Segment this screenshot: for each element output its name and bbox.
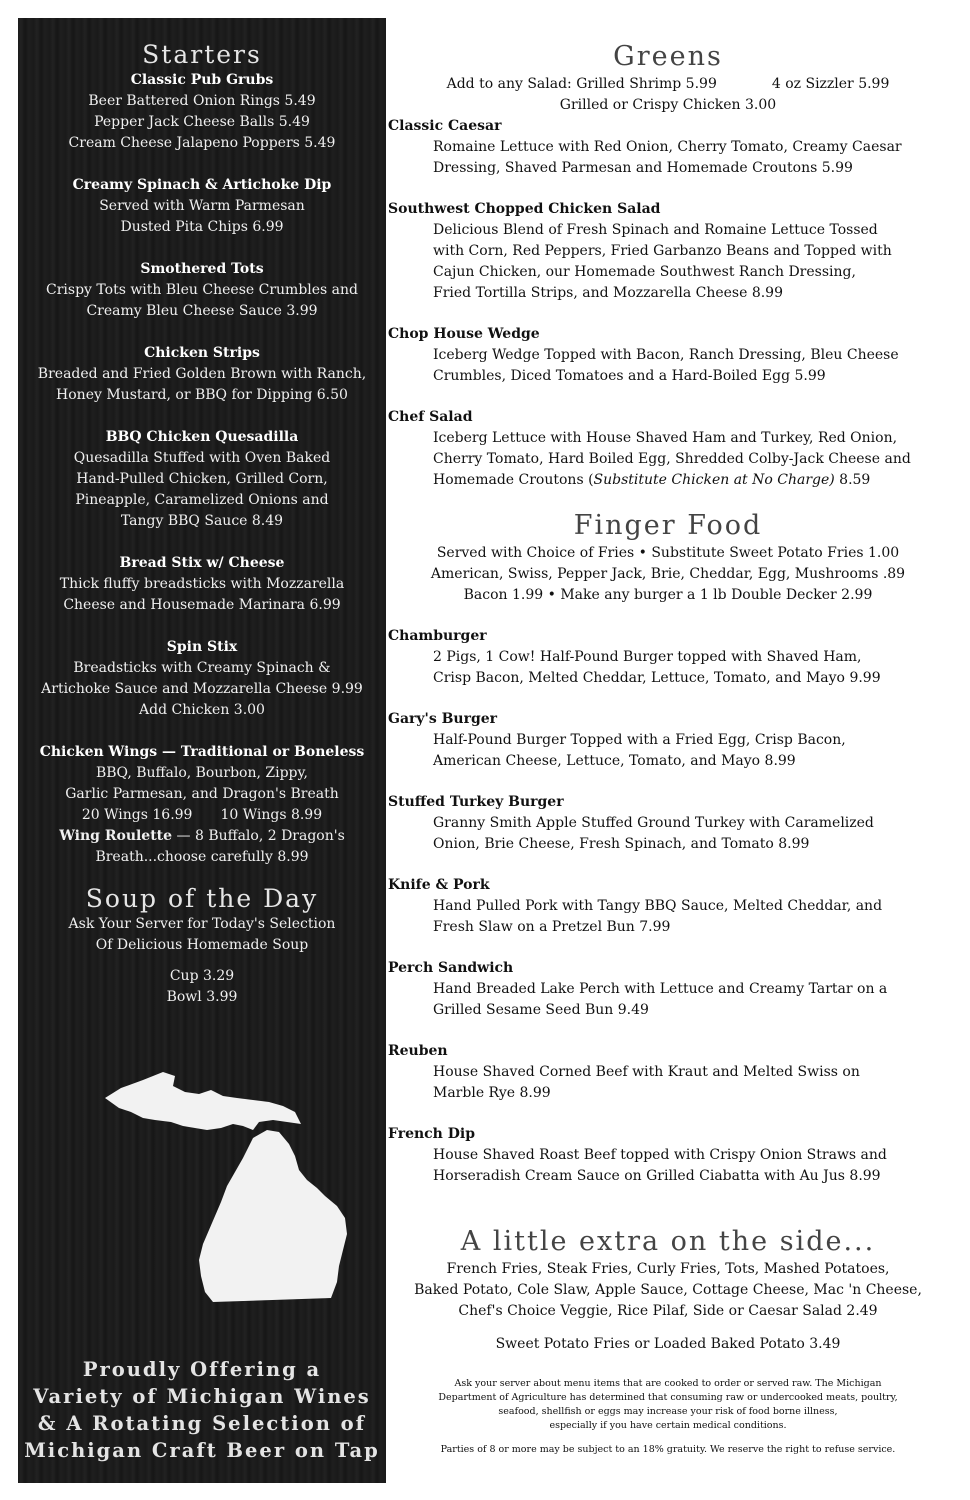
item-name: Southwest Chopped Chicken Salad: [388, 201, 661, 217]
starter-line: Beer Battered Onion Rings 5.49: [88, 93, 316, 109]
starter-chicken-wings: [18, 742, 386, 868]
starter-name: Chicken Strips: [144, 345, 260, 361]
finger-item: [388, 1041, 948, 1104]
soup-bowl-price: Bowl 3.99: [166, 989, 238, 1005]
item-name: French Dip: [388, 1126, 475, 1142]
item-desc: Grilled Sesame Seed Bun 9.49: [433, 1002, 649, 1018]
wings-name: Chicken Wings — Traditional or Boneless: [39, 744, 365, 760]
greens-item-chef-salad: [388, 407, 948, 491]
starters-title: Starters: [142, 40, 262, 69]
wings-line: BBQ, Buffalo, Bourbon, Zippy,: [95, 765, 309, 781]
starter-bbq-quesadilla: [18, 427, 386, 532]
item-desc: [388, 470, 948, 491]
starter-line: Pineapple, Caramelized Onions and: [75, 492, 329, 508]
item-desc: Dressing, Shaved Parmesan and Homemade Croutons 5.99: [433, 160, 853, 176]
addon-sizzler: 4 oz Sizzler 5.99: [771, 76, 890, 92]
item-desc-part: Homemade Croutons (: [433, 472, 594, 488]
sides-line: Baked Potato, Cole Slaw, Apple Sauce, Cottage Cheese, Mac 'n Cheese,: [414, 1282, 922, 1298]
banner-line: Proudly Offering a: [82, 1358, 322, 1381]
michigan-map-icon: [103, 1068, 353, 1303]
right-column: [388, 40, 948, 1457]
left-panel: [18, 18, 386, 1483]
item-desc: Romaine Lettuce with Red Onion, Cherry Tomato, Creamy Caesar: [433, 139, 902, 155]
finger-note: Bacon 1.99 • Make any burger a 1 lb Double Decker 2.99: [463, 587, 873, 603]
starter-line: Add Chicken 3.00: [139, 702, 265, 718]
soup-line: Of Delicious Homemade Soup: [95, 937, 309, 953]
item-desc: Cajun Chicken, our Homemade Southwest Ranch Dressing,: [433, 264, 856, 280]
starter-name: Classic Pub Grubs: [130, 72, 274, 88]
soup-line: Ask Your Server for Today's Selection: [68, 916, 336, 932]
starter-line: Creamy Bleu Cheese Sauce 3.99: [86, 303, 318, 319]
starter-classic-pub-grubs: [18, 70, 386, 154]
greens-item: [388, 199, 948, 304]
starter-line: Hand-Pulled Chicken, Grilled Corn,: [76, 471, 328, 487]
item-desc: Cherry Tomato, Hard Boiled Egg, Shredded Colby-Jack Cheese and: [433, 451, 911, 467]
wings-price-20: 20 Wings 16.99: [81, 807, 193, 823]
finger-item: [388, 958, 948, 1021]
starter-name: Smothered Tots: [140, 261, 264, 277]
wings-line: Garlic Parmesan, and Dragon's Breath: [65, 786, 339, 802]
finger-note: Served with Choice of Fries • Substitute Sweet Potato Fries 1.00: [436, 545, 900, 561]
banner-line: Variety of Michigan Wines: [33, 1385, 371, 1408]
starter-spin-stix: [18, 637, 386, 721]
item-name: Knife & Pork: [388, 877, 490, 893]
item-desc: American Cheese, Lettuce, Tomato, and Mayo 8.99: [433, 753, 796, 769]
finger-food-title: Finger Food: [573, 510, 763, 541]
starter-line: Tangy BBQ Sauce 8.49: [120, 513, 284, 529]
disclaimer: [388, 1377, 948, 1433]
starter-line: Pepper Jack Cheese Balls 5.49: [94, 114, 310, 130]
item-desc: Hand Breaded Lake Perch with Lettuce and Creamy Tartar on a: [433, 981, 888, 997]
starter-name: BBQ Chicken Quesadilla: [105, 429, 299, 445]
starter-line: Cream Cheese Jalapeno Poppers 5.49: [68, 135, 336, 151]
item-name: Reuben: [388, 1043, 448, 1059]
item-price: 8.59: [834, 472, 871, 488]
item-desc: Crisp Bacon, Melted Cheddar, Lettuce, Tomato, and Mayo 9.99: [433, 670, 881, 686]
item-name: Chop House Wedge: [388, 326, 540, 342]
item-name: Gary's Burger: [388, 711, 498, 727]
banner-line: Michigan Craft Beer on Tap: [24, 1439, 380, 1462]
banner-line: & A Rotating Selection of: [37, 1412, 367, 1435]
item-desc: Crumbles, Diced Tomatoes and a Hard-Boiled Egg 5.99: [433, 368, 826, 384]
disclaimer-line: seafood, shellfish or eggs may increase your risk of food borne illness,: [498, 1406, 838, 1417]
starter-line: Breaded and Fried Golden Brown with Ranch,: [37, 366, 367, 382]
item-desc: House Shaved Corned Beef with Kraut and Melted Swiss on: [433, 1064, 860, 1080]
item-desc: with Corn, Red Peppers, Fried Garbanzo Beans and Topped with: [433, 243, 892, 259]
starter-line: Crispy Tots with Bleu Cheese Crumbles and: [46, 282, 358, 298]
starter-line: Cheese and Housemade Marinara 6.99: [63, 597, 341, 613]
starter-bread-stix: [18, 553, 386, 616]
disclaimer-line: Department of Agriculture has determined that consuming raw or undercooked meats, poultry,: [438, 1392, 898, 1403]
starter-line: Breadsticks with Creamy Spinach &: [73, 660, 331, 676]
soup-title: Soup of the Day: [85, 884, 319, 913]
item-name: Chamburger: [388, 628, 487, 644]
item-name: Classic Caesar: [388, 118, 502, 134]
greens-addons: [388, 74, 948, 95]
sides-extra: Sweet Potato Fries or Loaded Baked Potato 3.49: [495, 1336, 841, 1352]
starter-line: Quesadilla Stuffed with Oven Baked: [73, 450, 331, 466]
wing-roulette-desc: — 8 Buffalo, 2 Dragon's: [172, 828, 345, 844]
greens-item: [388, 324, 948, 387]
item-name: Chef Salad: [388, 409, 473, 425]
sides-title: A little extra on the side...: [460, 1226, 876, 1257]
item-desc: Fried Tortilla Strips, and Mozzarella Cheese 8.99: [433, 285, 783, 301]
soup-cup-price: Cup 3.29: [169, 968, 235, 984]
item-desc: Granny Smith Apple Stuffed Ground Turkey with Caramelized: [433, 815, 874, 831]
item-desc: Hand Pulled Pork with Tangy BBQ Sauce, Melted Cheddar, and: [433, 898, 883, 914]
finger-item: [388, 626, 948, 689]
greens-title: Greens: [613, 41, 723, 72]
item-desc: House Shaved Roast Beef topped with Crispy Onion Straws and: [433, 1147, 887, 1163]
greens-item: [388, 116, 948, 179]
finger-item: [388, 792, 948, 855]
finger-note: American, Swiss, Pepper Jack, Brie, Cheddar, Egg, Mushrooms .89: [430, 566, 906, 582]
item-desc: Horseradish Cream Sauce on Grilled Ciabatta with Au Jus 8.99: [433, 1168, 881, 1184]
wings-price-10: 10 Wings 8.99: [220, 807, 323, 823]
item-desc: Half-Pound Burger Topped with a Fried Egg, Crisp Bacon,: [433, 732, 846, 748]
addon-chicken: Grilled or Crispy Chicken 3.00: [559, 97, 777, 113]
disclaimer-line: Ask your server about menu items that are cooked to order or served raw. The Michigan: [454, 1378, 882, 1389]
gratuity-note: Parties of 8 or more may be subject to an 18% gratuity. We reserve the right to refuse service.: [440, 1444, 896, 1455]
starter-chicken-strips: [18, 343, 386, 406]
craft-beer-banner: [18, 1356, 386, 1464]
sides-line: Chef's Choice Veggie, Rice Pilaf, Side or Caesar Salad 2.49: [458, 1303, 878, 1319]
starter-line: Thick fluffy breadsticks with Mozzarella: [59, 576, 345, 592]
finger-item: [388, 709, 948, 772]
wing-roulette-name: Wing Roulette: [59, 828, 173, 844]
starter-smothered-tots: [18, 259, 386, 322]
item-desc: Fresh Slaw on a Pretzel Bun 7.99: [433, 919, 671, 935]
starter-line: Artichoke Sauce and Mozzarella Cheese 9.99: [41, 681, 363, 697]
starter-name: Bread Stix w/ Cheese: [119, 555, 285, 571]
disclaimer-line: especially if you have certain medical conditions.: [549, 1420, 787, 1431]
finger-item: [388, 875, 948, 938]
starter-spinach-dip: [18, 175, 386, 238]
item-name: Perch Sandwich: [388, 960, 514, 976]
wings-prices: [18, 805, 386, 826]
item-desc: Marble Rye 8.99: [433, 1085, 551, 1101]
starter-line: Served with Warm Parmesan: [99, 198, 305, 214]
wing-roulette-line: Breath...choose carefully 8.99: [95, 849, 309, 865]
wing-roulette: [18, 826, 386, 847]
item-desc: Onion, Brie Cheese, Fresh Spinach, and Tomato 8.99: [433, 836, 810, 852]
sides-line: French Fries, Steak Fries, Curly Fries, Tots, Mashed Potatoes,: [446, 1261, 890, 1277]
starter-name: Spin Stix: [166, 639, 238, 655]
starter-name: Creamy Spinach & Artichoke Dip: [72, 177, 332, 193]
starter-line: Honey Mustard, or BBQ for Dipping 6.50: [56, 387, 348, 403]
item-desc-italic: Substitute Chicken at No Charge): [593, 472, 835, 488]
starter-line: Dusted Pita Chips 6.99: [120, 219, 284, 235]
item-desc: Iceberg Wedge Topped with Bacon, Ranch Dressing, Bleu Cheese: [433, 347, 899, 363]
finger-item: [388, 1124, 948, 1187]
item-desc: Delicious Blend of Fresh Spinach and Romaine Lettuce Tossed: [433, 222, 878, 238]
item-desc: 2 Pigs, 1 Cow! Half-Pound Burger topped with Shaved Ham,: [433, 649, 862, 665]
addon-shrimp: Add to any Salad: Grilled Shrimp 5.99: [446, 76, 717, 92]
item-desc: Iceberg Lettuce with House Shaved Ham and Turkey, Red Onion,: [433, 430, 898, 446]
item-name: Stuffed Turkey Burger: [388, 794, 564, 810]
